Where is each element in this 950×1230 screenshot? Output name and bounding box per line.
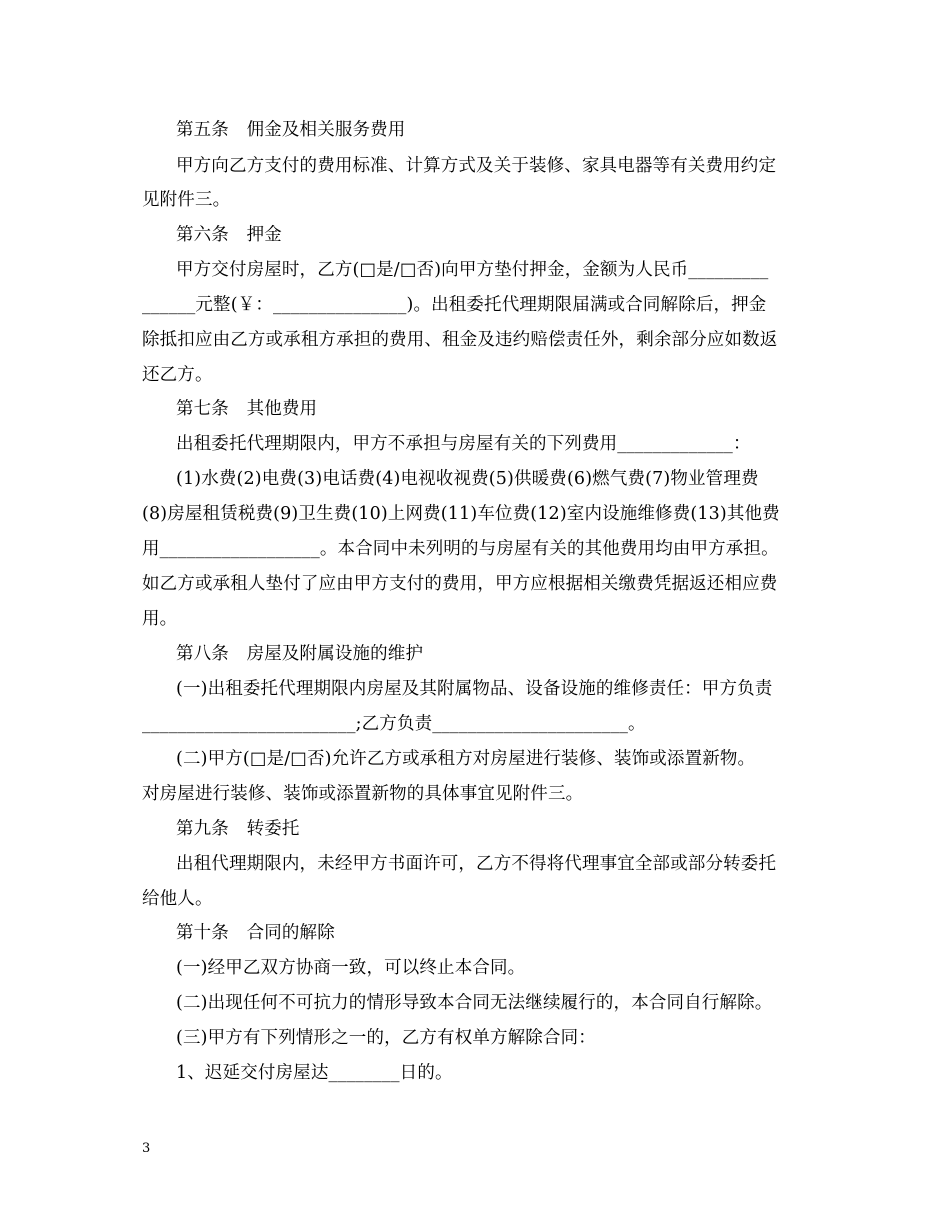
paragraph-line: (8)房屋租赁税费(9)卫生费(10)上网费(11)车位费(12)室内设施维修费(13)其他费 (142, 504, 780, 524)
paragraph-line: 甲方向乙方支付的费用标准、计算方式及关于装修、家具电器等有关费用约定 (176, 156, 777, 176)
article-8-heading: 第八条 房屋及附属设施的维护 (176, 644, 424, 664)
paragraph-line: (二)出现任何不可抗力的情形导致本合同无法继续履行的，本合同自行解除。 (176, 993, 773, 1013)
paragraph-line: ______元整(￥：_______________)。出租委托代理期限届满或合同解除后，押金 (142, 295, 767, 315)
paragraph-line: 给他人。 (142, 889, 213, 909)
paragraph-line: 对房屋进行装修、装饰或添置新物的具体事宜见附件三。 (142, 784, 584, 804)
paragraph-line: 出租委托代理期限内，甲方不承担与房屋有关的下列费用_____________： (176, 434, 751, 454)
paragraph-line: (1)水费(2)电费(3)电话费(4)电视收视费(5)供暖费(6)燃气费(7)物业管理费 (176, 469, 759, 489)
paragraph-line: 甲方交付房屋时，乙方(□是/□否)向甲方垫付押金，金额为人民币_________ (176, 260, 769, 280)
paragraph-line: (一)经甲乙双方协商一致，可以终止本合同。 (176, 958, 526, 978)
paragraph-line: (三)甲方有下列情形之一的，乙方有权单方解除合同： (176, 1028, 596, 1048)
article-5-heading: 第五条 佣金及相关服务费用 (176, 120, 406, 140)
article-10-heading: 第十条 合同的解除 (176, 923, 335, 943)
paragraph-line: 用__________________。本合同中未列明的与房屋有关的其他费用均由甲方承担。 (142, 539, 779, 559)
paragraph-line: ________________________;乙方负责______________________。 (142, 714, 646, 734)
paragraph-line: 除抵扣应由乙方或承租方承担的费用、租金及违约赔偿责任外，剩余部分应如数返 (142, 330, 778, 350)
paragraph-line: 如乙方或承租人垫付了应由甲方支付的费用，甲方应根据相关缴费凭据返还相应费 (142, 574, 778, 594)
paragraph-line: (二)甲方(□是/□否)允许乙方或承租方对房屋进行装修、装饰或添置新物。 (176, 749, 756, 769)
paragraph-line: 用。 (142, 609, 178, 629)
article-7-heading: 第七条 其他费用 (176, 399, 318, 419)
paragraph-line: 1、迟延交付房屋达________日的。 (176, 1063, 453, 1083)
article-9-heading: 第九条 转委托 (176, 819, 300, 839)
paragraph-line: 还乙方。 (142, 365, 213, 385)
paragraph-line: 出租代理期限内，未经甲方书面许可，乙方不得将代理事宜全部或部分转委托 (176, 854, 777, 874)
paragraph-line: (一)出租委托代理期限内房屋及其附属物品、设备设施的维修责任：甲方负责 (176, 679, 773, 699)
page-number: 3 (142, 1141, 151, 1156)
article-6-heading: 第六条 押金 (176, 225, 282, 245)
paragraph-line: 见附件三。 (142, 190, 231, 210)
